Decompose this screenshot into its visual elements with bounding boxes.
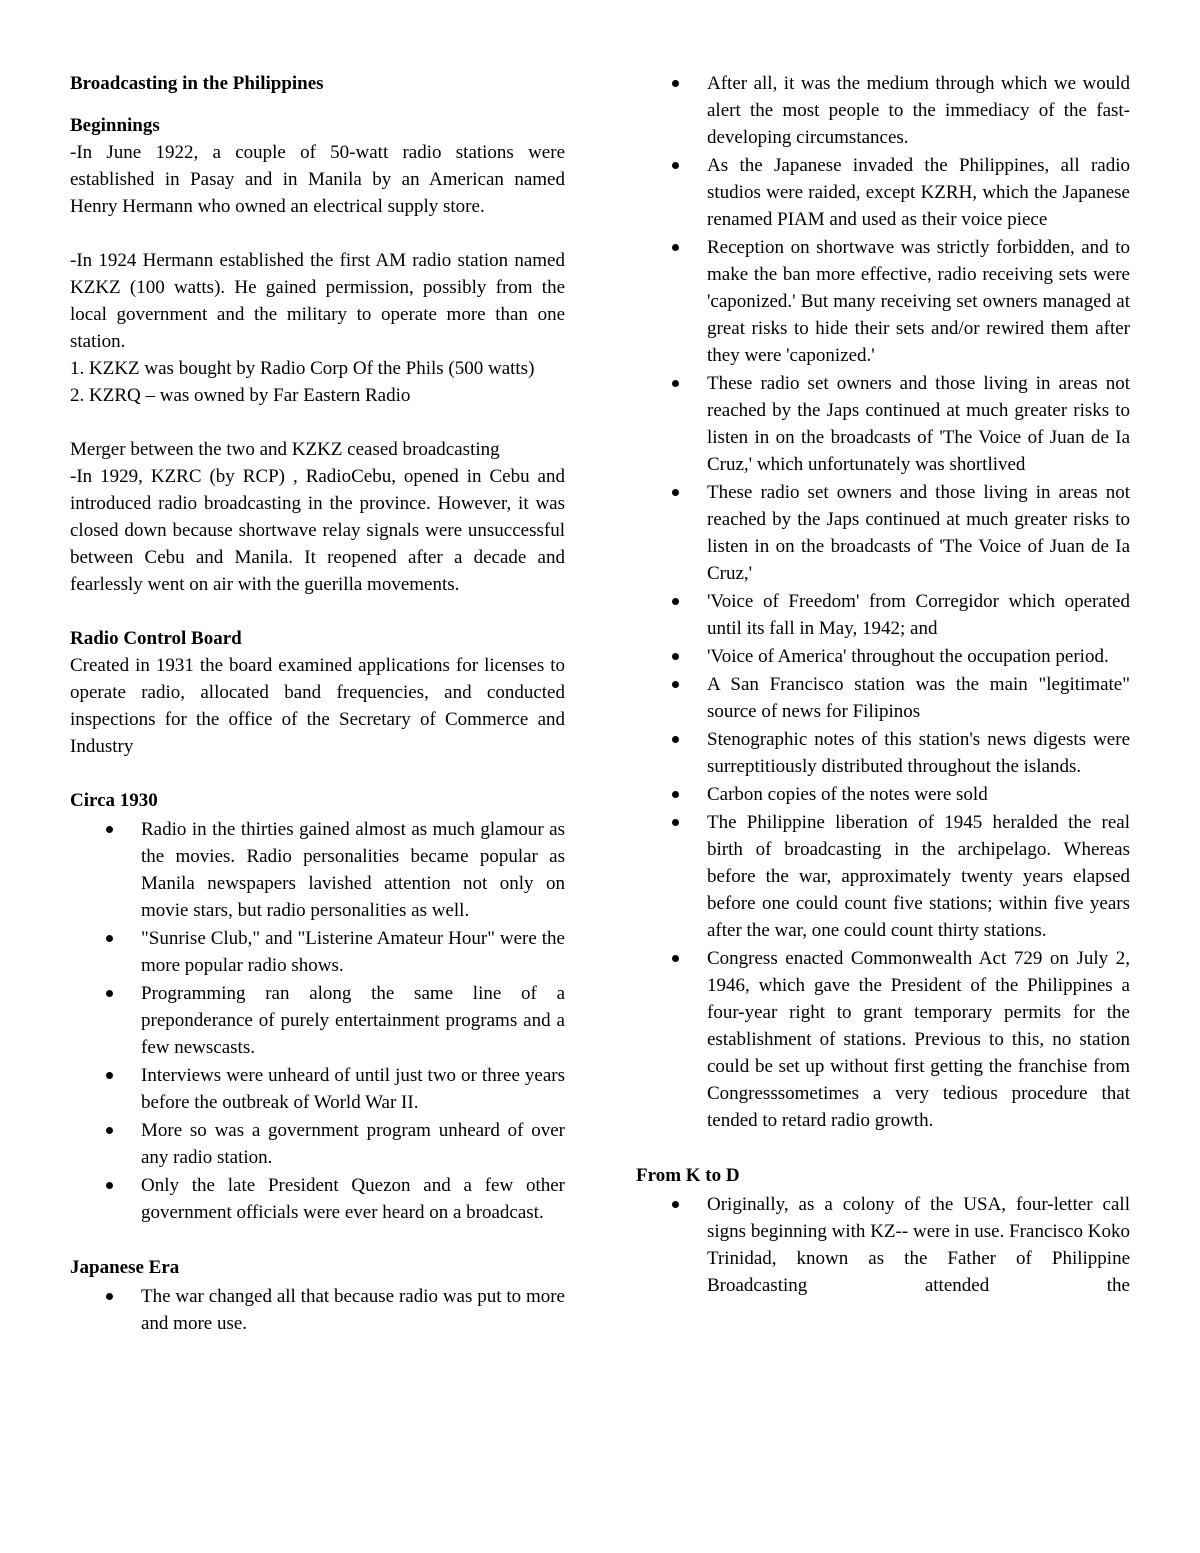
- list-item: More so was a government program unheard of over any radio station.: [70, 1117, 565, 1171]
- bullet-icon: [106, 990, 113, 997]
- bullet-icon: [106, 1293, 113, 1300]
- bullet-icon: [106, 1072, 113, 1079]
- bullet-icon: [672, 653, 679, 660]
- radio-control-board-paragraph: Created in 1931 the board examined applications for licenses to operate radio, allocated band frequencies, and conducted inspections for the office of the Secretary of Commerce and Industry: [70, 655, 565, 757]
- list-item: Stenographic notes of this station's news digests were surreptitiously distributed throughout the islands.: [636, 726, 1130, 780]
- list-item: Congress enacted Commonwealth Act 729 on July 2, 1946, which gave the President of the Philippines a four-year right to grant temporary permits for the establishment of stations. Previous to this, no station could be set up without first getting the franchise from Congresssometimes a very tedious procedure that tended to retard radio growth.: [636, 945, 1130, 1134]
- list-item: Carbon copies of the notes were sold: [636, 781, 1130, 808]
- list-item: These radio set owners and those living in areas not reached by the Japs continued at much greater risks to listen in on the broadcasts of 'The Voice of Juan de Ia Cruz,' which unfortunately was shortlived: [636, 370, 1130, 478]
- list-item: The Philippine liberation of 1945 heralded the real birth of broadcasting in the archipelago. Whereas before the war, approximately twenty years elapsed before one could count five stations; within five years after the war, one could count thirty stations.: [636, 809, 1130, 944]
- list-item: "Sunrise Club," and "Listerine Amateur Hour" were the more popular radio shows.: [70, 925, 565, 979]
- list-item: The war changed all that because radio was put to more and more use.: [70, 1283, 565, 1337]
- list-item: Reception on shortwave was strictly forbidden, and to make the ban more effective, radio receiving sets were 'caponized.' But many receiving set owners managed at great risks to hide their sets and/or rewired them after they were 'caponized.': [636, 234, 1130, 369]
- beginnings-paragraph-2: -In 1924 Hermann established the first AM radio station named KZKZ (100 watts). He gained permission, possibly from the local government and the military to operate more than one station.: [70, 250, 565, 352]
- from-k-to-d-list: [636, 1191, 1130, 1299]
- cebu-paragraph: -In 1929, KZRC (by RCP) , RadioCebu, opened in Cebu and introduced radio broadcasting in the province. However, it was closed down because shortwave relay signals were unsuccessful between Cebu and Manila. It reopened after a decade and fearlessly went on air with the guerilla movements.: [70, 466, 565, 595]
- bullet-icon: [672, 380, 679, 387]
- bullet-icon: [672, 681, 679, 688]
- list-item: A San Francisco station was the main "legitimate" source of news for Filipinos: [636, 671, 1130, 725]
- bullet-icon: [106, 1127, 113, 1134]
- bullet-icon: [672, 598, 679, 605]
- beginnings-item-2: 2. KZRQ – was owned by Far Eastern Radio: [70, 385, 411, 406]
- list-item: After all, it was the medium through which we would alert the most people to the immediacy of the fast-developing circumstances.: [636, 70, 1130, 151]
- left-column: [70, 70, 565, 1338]
- bullet-icon: [672, 162, 679, 169]
- bullet-icon: [106, 826, 113, 833]
- document-title: Broadcasting in the Philippines: [70, 73, 324, 94]
- list-item: Originally, as a colony of the USA, four-letter call signs beginning with KZ-- were in use. Francisco Koko Trinidad, known as the Father of Philippine Broadcasting attended the: [636, 1191, 1130, 1299]
- beginnings-heading: Beginnings: [70, 115, 160, 136]
- bullet-icon: [672, 955, 679, 962]
- bullet-icon: [672, 819, 679, 826]
- beginnings-item-1: 1. KZKZ was bought by Radio Corp Of the Phils (500 watts): [70, 358, 535, 379]
- circa-1930-heading: Circa 1930: [70, 790, 158, 811]
- circa-1930-list: [70, 816, 565, 1226]
- beginnings-paragraph-1: -In June 1922, a couple of 50-watt radio stations were established in Pasay and in Manila by an American named Henry Hermann who owned an electrical supply store.: [70, 142, 565, 217]
- bullet-icon: [106, 935, 113, 942]
- bullet-icon: [106, 1182, 113, 1189]
- list-item: Interviews were unheard of until just two or three years before the outbreak of World War II.: [70, 1062, 565, 1116]
- list-item: 'Voice of Freedom' from Corregidor which operated until its fall in May, 1942; and: [636, 588, 1130, 642]
- right-column: [636, 70, 1130, 1300]
- list-item: These radio set owners and those living in areas not reached by the Japs continued at much greater risks to listen in on the broadcasts of 'The Voice of Juan de Ia Cruz,': [636, 479, 1130, 587]
- radio-control-board-heading: Radio Control Board: [70, 628, 242, 649]
- bullet-icon: [672, 736, 679, 743]
- list-item: As the Japanese invaded the Philippines, all radio studios were raided, except KZRH, which the Japanese renamed PIAM and used as their voice piece: [636, 152, 1130, 233]
- merger-line: Merger between the two and KZKZ ceased broadcasting: [70, 439, 500, 460]
- japanese-era-continued-list: [636, 70, 1130, 1134]
- bullet-icon: [672, 791, 679, 798]
- japanese-era-list: [70, 1283, 565, 1337]
- list-item: Radio in the thirties gained almost as much glamour as the movies. Radio personalities became popular as Manila newspapers lavished attention not only on movie stars, but radio personalities as well.: [70, 816, 565, 924]
- from-k-to-d-heading: From K to D: [636, 1165, 740, 1186]
- bullet-icon: [672, 80, 679, 87]
- japanese-era-heading: Japanese Era: [70, 1257, 180, 1278]
- list-item: Programming ran along the same line of a preponderance of purely entertainment programs and a few newscasts.: [70, 980, 565, 1061]
- list-item: Only the late President Quezon and a few other government officials were ever heard on a broadcast.: [70, 1172, 565, 1226]
- bullet-icon: [672, 1201, 679, 1208]
- bullet-icon: [672, 489, 679, 496]
- list-item: 'Voice of America' throughout the occupation period.: [636, 643, 1130, 670]
- bullet-icon: [672, 244, 679, 251]
